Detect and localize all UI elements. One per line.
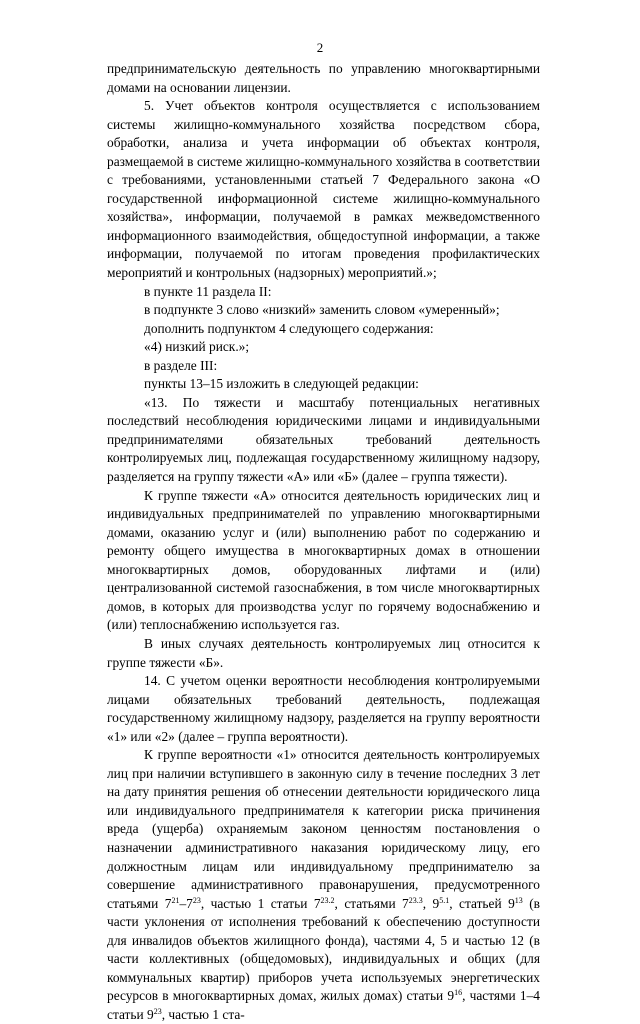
superscript: 16 <box>454 988 463 998</box>
text-run: К группе вероятности «1» относится деятельность контролируемых лиц при наличии вступившего в законную силу в течение последних 3 лет на дату принятия решения об отнесении деятельности юридического лица или индивидуального предпринимателя к категории риска причинения вреда (ущерба) охраняемым законом ценностям постановления о назначении административного наказания юридическому лицу, его должностным лицам или индивидуальному предпринимателю за совершение административного правонарушения, предусмотренного статьями 7 <box>107 747 540 911</box>
text-run: , 9 <box>422 895 440 911</box>
paragraph-last <box>107 746 540 1024</box>
paragraph: 5. Учет объектов контроля осуществляется с использованием системы жилищно-коммунального хозяйства посредством сбора, обработки, анализа и учета информации об объектах контроля, размещаемой в системе жилищно-коммунального хозяйства в соответствии с требованиями, установленными статьей 7 Федерального закона «О государственной информационной системе жилищно-коммунального хозяйства», информации, получаемой в рамках межведомственного информационного взаимодействия, общедоступной информации, а также информации, получаемой по итогам проведения профилактических мероприятий и контрольных (надзорных) мероприятий.»; <box>107 98 540 281</box>
paragraph: «13. По тяжести и масштабу потенциальных негативных последствий несоблюдения юридическими лицами и индивидуальными предпринимателями обязательных требований деятельность контролируемых лиц, подлежащая государственному жилищному надзору, разделяется на группу тяжести «А» или «Б» (далее – группа тяжести). <box>107 394 540 485</box>
paragraph: предпринимательскую деятельность по управлению многоквартирными домами на основании лицензии. <box>107 61 540 95</box>
text-run: , частью 1 статьи 7 <box>200 895 321 911</box>
text-run: , статьями 7 <box>334 895 409 911</box>
superscript: 23 <box>192 895 201 905</box>
superscript: 23.3 <box>408 895 423 905</box>
text-run: , частями 1–4 статьи 9 <box>107 988 540 1022</box>
paragraph: 14. С учетом оценки вероятности несоблюдения контролируемыми лицами обязательных требований деятельность, подлежащая государственному жилищному надзору, разделяется на группу вероятности «1» или «2» (далее – группа вероятности). <box>107 673 540 744</box>
text-run: , статьей 9 <box>449 895 515 911</box>
superscript: 23.2 <box>320 895 335 905</box>
document-body <box>107 60 540 1024</box>
superscript: 5.1 <box>439 895 450 905</box>
paragraph: «4) низкий риск.»; <box>144 339 250 355</box>
paragraph: в пункте 11 раздела II: <box>144 283 272 299</box>
paragraph: в разделе III: <box>144 357 218 373</box>
page-number: 2 <box>316 40 324 55</box>
text-run: , частью 1 ста- <box>161 1006 245 1022</box>
paragraph: в подпункте 3 слово «низкий» заменить словом «умеренный»; <box>144 302 500 318</box>
text-run: (в части уклонения от исполнения требований к обеспечению доступности для инвалидов объектов жилищного фонда), частями 4, 5 и частью 12 (в части коллективных (общедомовых), индивидуальных и общих (для коммунальных квартир) приборов учета используемых энергетических ресурсов в многоквартирных домах, жилых домах) статьи 9 <box>107 895 540 1004</box>
superscript: 23 <box>153 1006 162 1016</box>
text-run: –7 <box>179 895 193 911</box>
paragraph: В иных случаях деятельность контролируемых лиц относится к группе тяжести «Б». <box>107 635 540 670</box>
superscript: 21 <box>171 895 180 905</box>
superscript: 13 <box>514 895 523 905</box>
paragraph: К группе тяжести «А» относится деятельность юридических лиц и индивидуальных предпринимателей по управлению многоквартирными домами, оказанию услуг и (или) выполнению работ по содержанию и ремонту общего имущества в многоквартирных домах в отношении многоквартирных домов, оборудованных лифтами и (или) централизованной системой газоснабжения, в том числе многоквартирных домов, в которых для производства услуг по горячему водоснабжению и (или) теплоснабжению используется газ. <box>107 487 540 633</box>
paragraph: пункты 13–15 изложить в следующей редакции: <box>144 376 419 392</box>
paragraph: дополнить подпунктом 4 следующего содержания: <box>144 320 434 336</box>
